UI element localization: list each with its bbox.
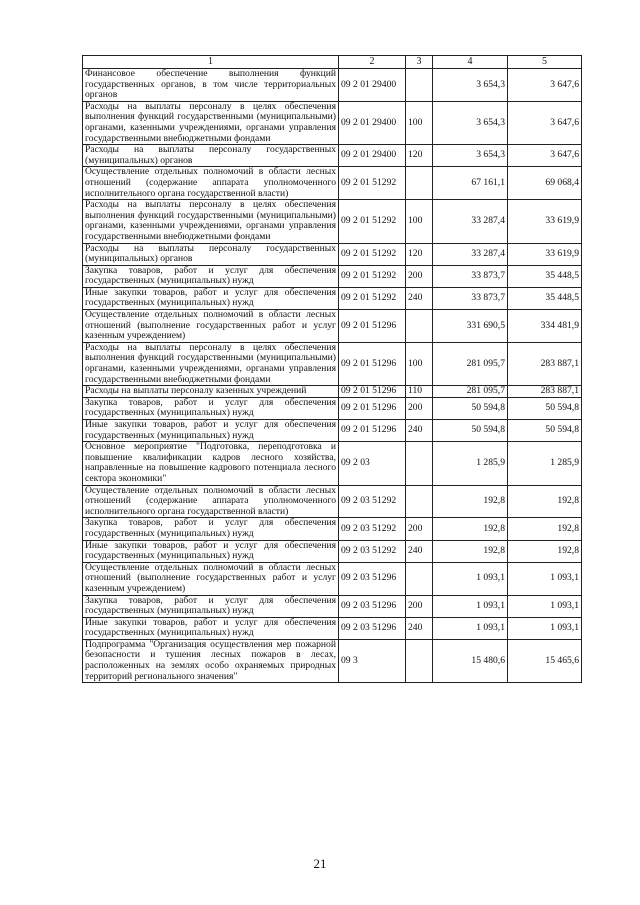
row-type-cell: 240 bbox=[406, 540, 433, 562]
row-name-cell: Расходы на выплаты персоналу в целях обеспечения выполнения функций государственными (муниципальными) органами, казенными учреждениями, органами управления государственными внебюджетными фондами bbox=[83, 200, 339, 243]
table-row bbox=[83, 145, 582, 167]
row-code-cell: 09 2 03 bbox=[339, 442, 406, 485]
row-type-cell: 200 bbox=[406, 595, 433, 617]
row-value-col5: 3 647,6 bbox=[508, 145, 582, 167]
row-type-cell: 120 bbox=[406, 243, 433, 265]
row-name-cell: Закупка товаров, работ и услуг для обеспечения государственных (муниципальных) нужд bbox=[83, 595, 339, 617]
row-name-cell: Закупка товаров, работ и услуг для обеспечения государственных (муниципальных) нужд bbox=[83, 397, 339, 419]
row-value-col4: 33 287,4 bbox=[433, 243, 508, 265]
row-value-col5: 33 619,9 bbox=[508, 243, 582, 265]
row-code-cell: 09 2 01 51292 bbox=[339, 167, 406, 200]
row-value-col4: 3 654,3 bbox=[433, 69, 508, 102]
table-header-row bbox=[83, 56, 582, 69]
row-code-cell: 09 2 01 29400 bbox=[339, 145, 406, 167]
table-row bbox=[83, 167, 582, 200]
row-code-cell: 09 2 01 51296 bbox=[339, 310, 406, 343]
table-body bbox=[83, 69, 582, 683]
row-name-cell: Расходы на выплаты персоналу в целях обеспечения выполнения функций государственными (муниципальными) органами, казенными учреждениями, органами управления государственными внебюджетными фондами bbox=[83, 101, 339, 144]
row-type-cell bbox=[406, 562, 433, 595]
row-type-cell bbox=[406, 485, 433, 518]
row-value-col4: 3 654,3 bbox=[433, 101, 508, 144]
row-code-cell: 09 3 bbox=[339, 639, 406, 682]
row-type-cell: 240 bbox=[406, 420, 433, 442]
row-code-cell: 09 2 03 51292 bbox=[339, 518, 406, 540]
row-type-cell bbox=[406, 69, 433, 102]
table-row bbox=[83, 287, 582, 309]
row-type-cell: 100 bbox=[406, 342, 433, 385]
table-row bbox=[83, 69, 582, 102]
row-name-cell: Осуществление отдельных полномочий в области лесных отношений (содержание аппарата уполномоченного исполнительного органа государственной власти) bbox=[83, 167, 339, 200]
row-name-cell: Осуществление отдельных полномочий в области лесных отношений (содержание аппарата уполномоченного исполнительного органа государственной власти) bbox=[83, 485, 339, 518]
row-value-col4: 1 093,1 bbox=[433, 617, 508, 639]
row-value-col5: 192,8 bbox=[508, 518, 582, 540]
row-value-col4: 1 093,1 bbox=[433, 562, 508, 595]
row-type-cell: 240 bbox=[406, 617, 433, 639]
budget-table bbox=[82, 55, 582, 683]
row-value-col4: 192,8 bbox=[433, 518, 508, 540]
row-value-col4: 331 690,5 bbox=[433, 310, 508, 343]
table-row bbox=[83, 518, 582, 540]
row-name-cell: Расходы на выплаты персоналу в целях обеспечения выполнения функций государственными (муниципальными) органами, казенными учреждениями, органами управления государственными внебюджетными фондами bbox=[83, 342, 339, 385]
header-col-4: 4 bbox=[433, 56, 508, 69]
table-row bbox=[83, 595, 582, 617]
row-type-cell: 120 bbox=[406, 145, 433, 167]
table-row bbox=[83, 540, 582, 562]
row-code-cell: 09 2 03 51296 bbox=[339, 595, 406, 617]
table-row bbox=[83, 442, 582, 485]
table-row bbox=[83, 617, 582, 639]
row-name-cell: Расходы на выплаты персоналу государственных (муниципальных) органов bbox=[83, 145, 339, 167]
row-name-cell: Осуществление отдельных полномочий в области лесных отношений (выполнение государственных работ и услуг казенным учреждением) bbox=[83, 310, 339, 343]
row-type-cell: 240 bbox=[406, 287, 433, 309]
row-name-cell: Расходы на выплаты персоналу казенных учреждений bbox=[83, 386, 339, 398]
row-code-cell: 09 2 01 29400 bbox=[339, 69, 406, 102]
row-value-col5: 69 068,4 bbox=[508, 167, 582, 200]
row-value-col5: 283 887,1 bbox=[508, 342, 582, 385]
row-value-col5: 50 594,8 bbox=[508, 397, 582, 419]
row-type-cell bbox=[406, 639, 433, 682]
row-value-col5: 192,8 bbox=[508, 485, 582, 518]
row-value-col5: 283 887,1 bbox=[508, 386, 582, 398]
row-name-cell: Иные закупки товаров, работ и услуг для обеспечения государственных (муниципальных) нужд bbox=[83, 420, 339, 442]
row-code-cell: 09 2 03 51296 bbox=[339, 617, 406, 639]
row-name-cell: Иные закупки товаров, работ и услуг для обеспечения государственных (муниципальных) нужд bbox=[83, 540, 339, 562]
row-value-col5: 3 647,6 bbox=[508, 69, 582, 102]
row-value-col4: 192,8 bbox=[433, 485, 508, 518]
row-value-col4: 281 095,7 bbox=[433, 342, 508, 385]
row-code-cell: 09 2 03 51296 bbox=[339, 562, 406, 595]
table-row bbox=[83, 243, 582, 265]
table-row bbox=[83, 310, 582, 343]
row-type-cell: 100 bbox=[406, 101, 433, 144]
row-value-col4: 50 594,8 bbox=[433, 420, 508, 442]
row-value-col5: 15 465,6 bbox=[508, 639, 582, 682]
row-value-col5: 35 448,5 bbox=[508, 265, 582, 287]
row-name-cell: Финансовое обеспечение выполнения функций государственных органов, в том числе территориальных органов bbox=[83, 69, 339, 102]
table-row bbox=[83, 342, 582, 385]
row-name-cell: Закупка товаров, работ и услуг для обеспечения государственных (муниципальных) нужд bbox=[83, 265, 339, 287]
row-type-cell bbox=[406, 167, 433, 200]
table-row bbox=[83, 420, 582, 442]
row-value-col4: 50 594,8 bbox=[433, 397, 508, 419]
row-value-col4: 3 654,3 bbox=[433, 145, 508, 167]
row-value-col4: 33 873,7 bbox=[433, 287, 508, 309]
row-value-col5: 192,8 bbox=[508, 540, 582, 562]
row-value-col5: 50 594,8 bbox=[508, 420, 582, 442]
row-code-cell: 09 2 03 51292 bbox=[339, 540, 406, 562]
row-value-col4: 15 480,6 bbox=[433, 639, 508, 682]
row-value-col5: 1 093,1 bbox=[508, 617, 582, 639]
row-type-cell: 200 bbox=[406, 265, 433, 287]
row-name-cell: Иные закупки товаров, работ и услуг для обеспечения государственных (муниципальных) нужд bbox=[83, 617, 339, 639]
row-type-cell: 100 bbox=[406, 200, 433, 243]
row-value-col4: 192,8 bbox=[433, 540, 508, 562]
page-number: 21 bbox=[313, 856, 327, 871]
row-code-cell: 09 2 01 51292 bbox=[339, 200, 406, 243]
row-value-col5: 3 647,6 bbox=[508, 101, 582, 144]
row-value-col4: 67 161,1 bbox=[433, 167, 508, 200]
table-row bbox=[83, 485, 582, 518]
header-col-1: 1 bbox=[83, 56, 339, 69]
row-code-cell: 09 2 01 51292 bbox=[339, 287, 406, 309]
row-type-cell: 200 bbox=[406, 518, 433, 540]
row-code-cell: 09 2 01 51296 bbox=[339, 420, 406, 442]
table-row bbox=[83, 397, 582, 419]
row-type-cell bbox=[406, 310, 433, 343]
row-value-col4: 1 285,9 bbox=[433, 442, 508, 485]
row-code-cell: 09 2 01 51296 bbox=[339, 386, 406, 398]
row-name-cell: Подпрограмма "Организация осуществления мер пожарной безопасности и тушения лесных пожаров в лесах, расположенных на землях особо охраняемых природных территорий регионального значения" bbox=[83, 639, 339, 682]
row-name-cell: Иные закупки товаров, работ и услуг для обеспечения государственных (муниципальных) нужд bbox=[83, 287, 339, 309]
table-row bbox=[83, 562, 582, 595]
row-type-cell bbox=[406, 442, 433, 485]
row-type-cell: 200 bbox=[406, 397, 433, 419]
row-value-col5: 334 481,9 bbox=[508, 310, 582, 343]
row-value-col5: 33 619,9 bbox=[508, 200, 582, 243]
row-code-cell: 09 2 03 51292 bbox=[339, 485, 406, 518]
row-value-col4: 33 287,4 bbox=[433, 200, 508, 243]
table-row bbox=[83, 265, 582, 287]
row-value-col5: 1 093,1 bbox=[508, 562, 582, 595]
header-col-5: 5 bbox=[508, 56, 582, 69]
row-value-col4: 281 095,7 bbox=[433, 386, 508, 398]
row-code-cell: 09 2 01 51296 bbox=[339, 397, 406, 419]
row-value-col4: 33 873,7 bbox=[433, 265, 508, 287]
row-code-cell: 09 2 01 51292 bbox=[339, 243, 406, 265]
row-name-cell: Основное мероприятие "Подготовка, переподготовка и повышение квалификации кадров лесного хозяйства, направленные на повышение кадрового потенциала лесного сектора экономики" bbox=[83, 442, 339, 485]
row-code-cell: 09 2 01 29400 bbox=[339, 101, 406, 144]
table-row bbox=[83, 200, 582, 243]
header-col-2: 2 bbox=[339, 56, 406, 69]
table-row bbox=[83, 101, 582, 144]
row-value-col5: 35 448,5 bbox=[508, 287, 582, 309]
row-name-cell: Осуществление отдельных полномочий в области лесных отношений (выполнение государственных работ и услуг казенным учреждением) bbox=[83, 562, 339, 595]
row-code-cell: 09 2 01 51296 bbox=[339, 342, 406, 385]
table-row bbox=[83, 386, 582, 398]
row-type-cell: 110 bbox=[406, 386, 433, 398]
row-name-cell: Закупка товаров, работ и услуг для обеспечения государственных (муниципальных) нужд bbox=[83, 518, 339, 540]
row-value-col4: 1 093,1 bbox=[433, 595, 508, 617]
row-name-cell: Расходы на выплаты персоналу государственных (муниципальных) органов bbox=[83, 243, 339, 265]
row-value-col5: 1 093,1 bbox=[508, 595, 582, 617]
header-col-3: 3 bbox=[406, 56, 433, 69]
row-value-col5: 1 285,9 bbox=[508, 442, 582, 485]
row-code-cell: 09 2 01 51292 bbox=[339, 265, 406, 287]
table-row bbox=[83, 639, 582, 682]
